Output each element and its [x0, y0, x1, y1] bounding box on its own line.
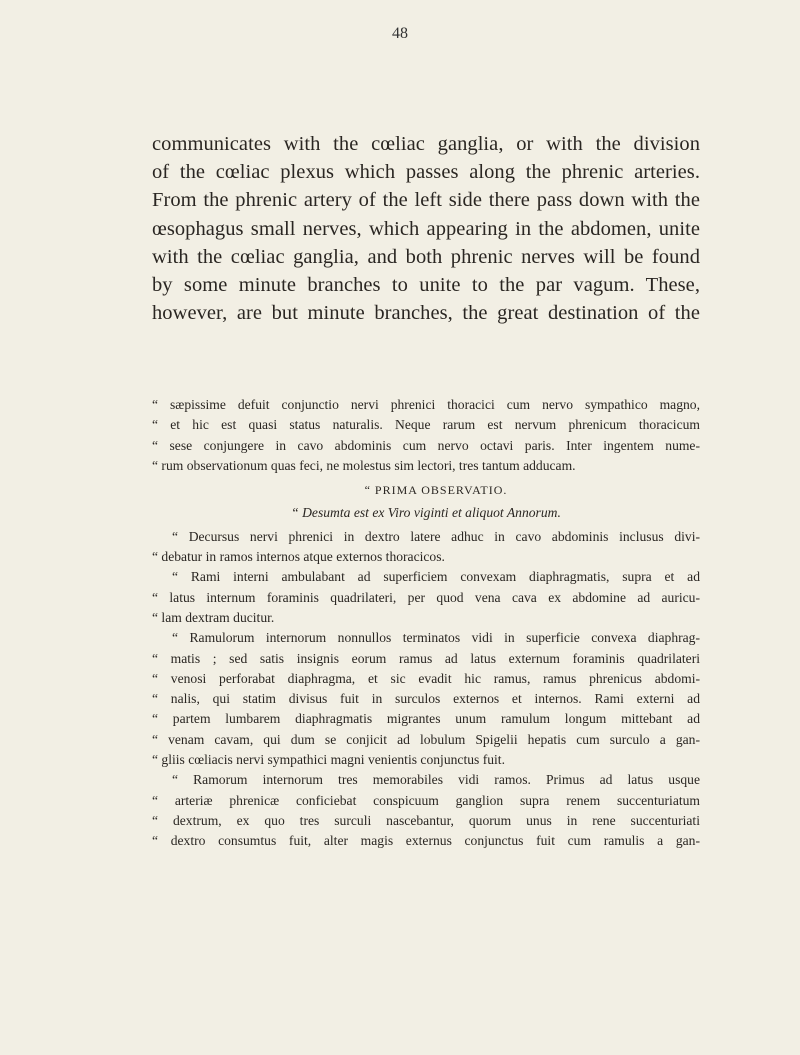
- observation-heading: “ PRIMA OBSERVATIO.: [364, 483, 508, 498]
- quote-line: “ Decursus nervi phrenici in dextro latere adhuc in cavo abdominis inclusus divi-: [172, 528, 700, 544]
- quote-line: “ nalis, qui statim divisus fuit in surculos externos et internos. Rami externi ad: [152, 691, 700, 707]
- observation-subheading: “ Desumta est ex Viro viginti et aliquot Annorum.: [291, 505, 561, 521]
- quote-line: “ arteriæ phrenicæ conficiebat conspicuum ganglion supra renem succenturiatum: [152, 792, 700, 808]
- main-line: œsophagus small nerves, which appearing in the abdomen, unite: [152, 217, 700, 240]
- quote-line: “ sæpissime defuit conjunctio nervi phrenici thoracici cum nervo sympathico magno,: [152, 397, 700, 412]
- quote-line: “ matis ; sed satis insignis eorum ramus ad latus externum foraminis quadrilateri: [152, 650, 700, 666]
- quote-line: “ venosi perforabat diaphragma, et sic evadit hic ramus, ramus phrenicus abdomi-: [152, 670, 700, 686]
- quote-line: “ Rami interni ambulabant ad superficiem convexam diaphragmatis, supra et ad: [172, 569, 700, 585]
- main-line: of the cœliac plexus which passes along the phrenic arteries.: [152, 161, 700, 184]
- quote-line: “ venam cavam, qui dum se conjicit ad lobulum Spigelii hepatis cum surculo a gan-: [152, 731, 700, 747]
- quote-line: “ Ramulorum internorum nonnullos terminatos vidi in superficie convexa diaphrag-: [172, 630, 700, 646]
- main-line: however, are but minute branches, the great destination of the: [152, 302, 700, 325]
- quote-line: “ lam dextram ducitur.: [152, 609, 275, 625]
- quote-line: “ rum observationum quas feci, ne molestus sim lectori, tres tantum adducam.: [152, 457, 576, 473]
- quote-line: “ Ramorum internorum tres memorabiles vidi ramos. Primus ad latus usque: [172, 772, 700, 788]
- quote-line: “ sese conjungere in cavo abdominis cum nervo octavi paris. Inter ingentem nume-: [152, 437, 700, 453]
- main-line: with the cœliac ganglia, and both phrenic nerves will be found: [152, 245, 700, 268]
- quote-line: “ gliis cœliacis nervi sympathici magni venientis conjunctus fuit.: [152, 752, 505, 768]
- main-text: [152, 130, 700, 327]
- quote-line: “ debatur in ramos internos atque externos thoracicos.: [152, 549, 445, 565]
- quote-line: “ dextrum, ex quo tres surculi nascebantur, quorum unus in rene succenturiati: [152, 812, 700, 828]
- main-line: From the phrenic artery of the left side there pass down with the: [152, 189, 700, 212]
- page-number: 48: [392, 25, 408, 42]
- quote-line: “ latus internum foraminis quadrilateri, per quod vena cava ex abdomine ad auricu-: [152, 589, 700, 605]
- quote-line: “ partem lumbarem diaphragmatis migrantes unum ramulum longum mittebant ad: [152, 711, 700, 727]
- main-line: communicates with the cœliac ganglia, or with the division: [152, 133, 700, 155]
- latin-quotation: [152, 395, 700, 852]
- quote-line: “ dextro consumtus fuit, alter magis externus conjunctus fuit cum ramulis a gan-: [152, 833, 700, 849]
- quote-line: “ et hic est quasi status naturalis. Neque rarum est nervum phrenicum thoracicum: [152, 417, 700, 433]
- main-line: by some minute branches to unite to the par vagum. These,: [152, 274, 700, 297]
